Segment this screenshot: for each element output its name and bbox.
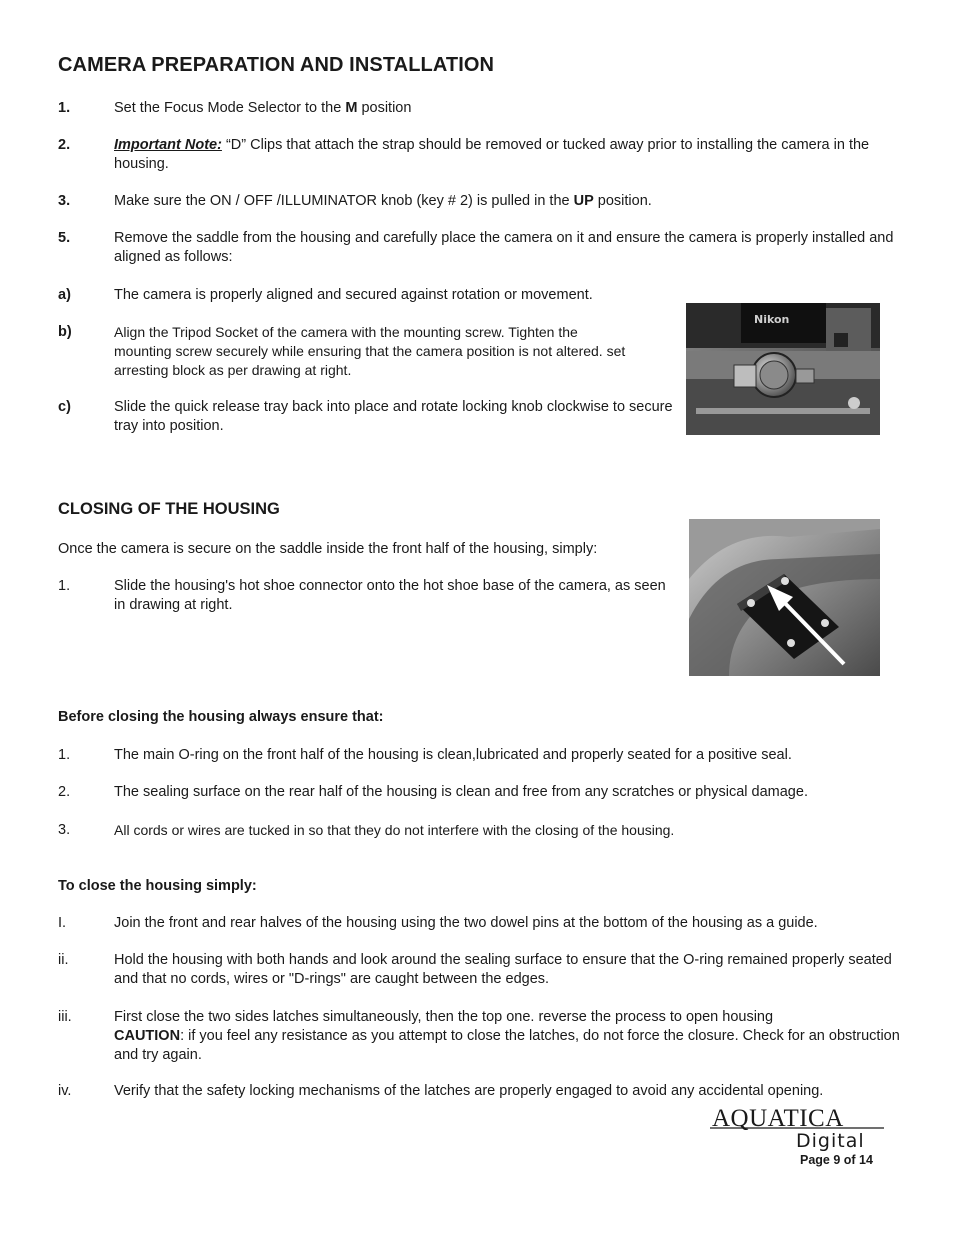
prep-item-3 (58, 192, 908, 211)
before-closing-heading: Before closing the housing always ensure that: (58, 709, 384, 725)
item-number: 3. (58, 193, 71, 209)
item-text: Slide the quick release tray back into place and rotate locking knob clockwise to secure tray into position. (114, 399, 673, 434)
item-text: All cords or wires are tucked in so that they do not interfere with the closing of the housing. (114, 822, 675, 838)
item-number: 3. (58, 822, 71, 838)
item-number: 1. (58, 747, 71, 763)
closing-item-1 (58, 577, 670, 615)
item-text: Remove the saddle from the housing and carefully place the camera on it and ensure the camera is properly installed and aligned as follows: (114, 230, 894, 265)
prep-item-1 (58, 99, 908, 118)
item-text: First close the two sides latches simultaneously, then the top one. reverse the process to open housing (114, 1009, 774, 1025)
item-text: Hold the housing with both hands and look around the sealing surface to ensure that the O-ring remained properly seated and that no cords, wires or "D-rings" are caught between the edges. (114, 952, 892, 987)
item-bold: M (345, 100, 358, 116)
item-number: iv. (58, 1083, 72, 1099)
prep-item-b (58, 323, 638, 380)
page-title: CAMERA PREPARATION AND INSTALLATION (58, 54, 495, 76)
prep-item-a (58, 286, 678, 305)
item-text: position (357, 100, 412, 116)
item-number: a) (58, 287, 71, 303)
prep-item-2 (58, 136, 908, 174)
before-item-1 (58, 746, 908, 765)
item-text: Make sure the ON / OFF /ILLUMINATOR knob (key # 2) is pulled in the (114, 193, 574, 209)
caution-label: CAUTION (114, 1028, 181, 1044)
item-number: iii. (58, 1009, 72, 1025)
prep-item-5 (58, 229, 903, 267)
closing-intro: Once the camera is secure on the saddle inside the front half of the housing, simply: (58, 541, 598, 557)
before-item-2 (58, 783, 908, 802)
close-item-iv (58, 1082, 908, 1101)
logo-word: AQUATICA (712, 1105, 844, 1132)
closing-heading: CLOSING OF THE HOUSING (58, 500, 280, 518)
item-number: 2. (58, 137, 71, 153)
item-text: : if you feel any resistance as you attempt to close the latches, do not force the closure. Check for an obstruction and try again. (114, 1028, 900, 1063)
item-text: “D” Clips that attach the strap should be removed or tucked away prior to installing the camera in the housing. (114, 137, 870, 172)
item-number: I. (58, 915, 67, 931)
item-text: The sealing surface on the rear half of the housing is clean and free from any scratches or physical damage. (114, 784, 808, 800)
item-number: b) (58, 324, 72, 340)
aquatica-digital-logo (708, 1102, 888, 1152)
item-text: Slide the housing's hot shoe connector onto the hot shoe base of the camera, as seen in drawing at right. (114, 578, 666, 613)
item-text: The main O-ring on the front half of the housing is clean,lubricated and properly seated for a positive seal. (114, 747, 792, 763)
logo-sub: Digital (796, 1130, 865, 1152)
camera-mount-photo (686, 303, 880, 435)
page-number: Page 9 of 14 (800, 1153, 873, 1167)
item-number: 1. (58, 578, 71, 594)
item-text: position. (593, 193, 652, 209)
important-note-label: Important Note: (114, 137, 222, 153)
to-close-heading: To close the housing simply: (58, 878, 257, 894)
item-bold: UP (573, 193, 594, 209)
before-item-3 (58, 821, 908, 840)
item-text: Align the Tripod Socket of the camera with the mounting screw. Tighten the mounting screw securely while ensuring that the camera position is not altered. set arresting block as per drawing at right. (114, 324, 626, 378)
item-text: The camera is properly aligned and secured against rotation or movement. (114, 287, 593, 303)
hot-shoe-photo (689, 519, 880, 676)
item-text: Verify that the safety locking mechanisms of the latches are properly engaged to avoid any accidental opening. (114, 1083, 824, 1099)
item-number: 5. (58, 230, 71, 246)
item-text: Set the Focus Mode Selector to the (114, 100, 346, 116)
item-number: 2. (58, 784, 71, 800)
close-item-i (58, 914, 908, 933)
close-item-iii (58, 1008, 903, 1065)
close-item-ii (58, 951, 898, 989)
item-number: c) (58, 399, 71, 415)
item-number: ii. (58, 952, 69, 968)
nikon-logo-text: Nikon (754, 313, 790, 326)
prep-item-c (58, 398, 678, 436)
item-number: 1. (58, 100, 71, 116)
item-text: Join the front and rear halves of the housing using the two dowel pins at the bottom of the housing as a guide. (114, 915, 818, 931)
